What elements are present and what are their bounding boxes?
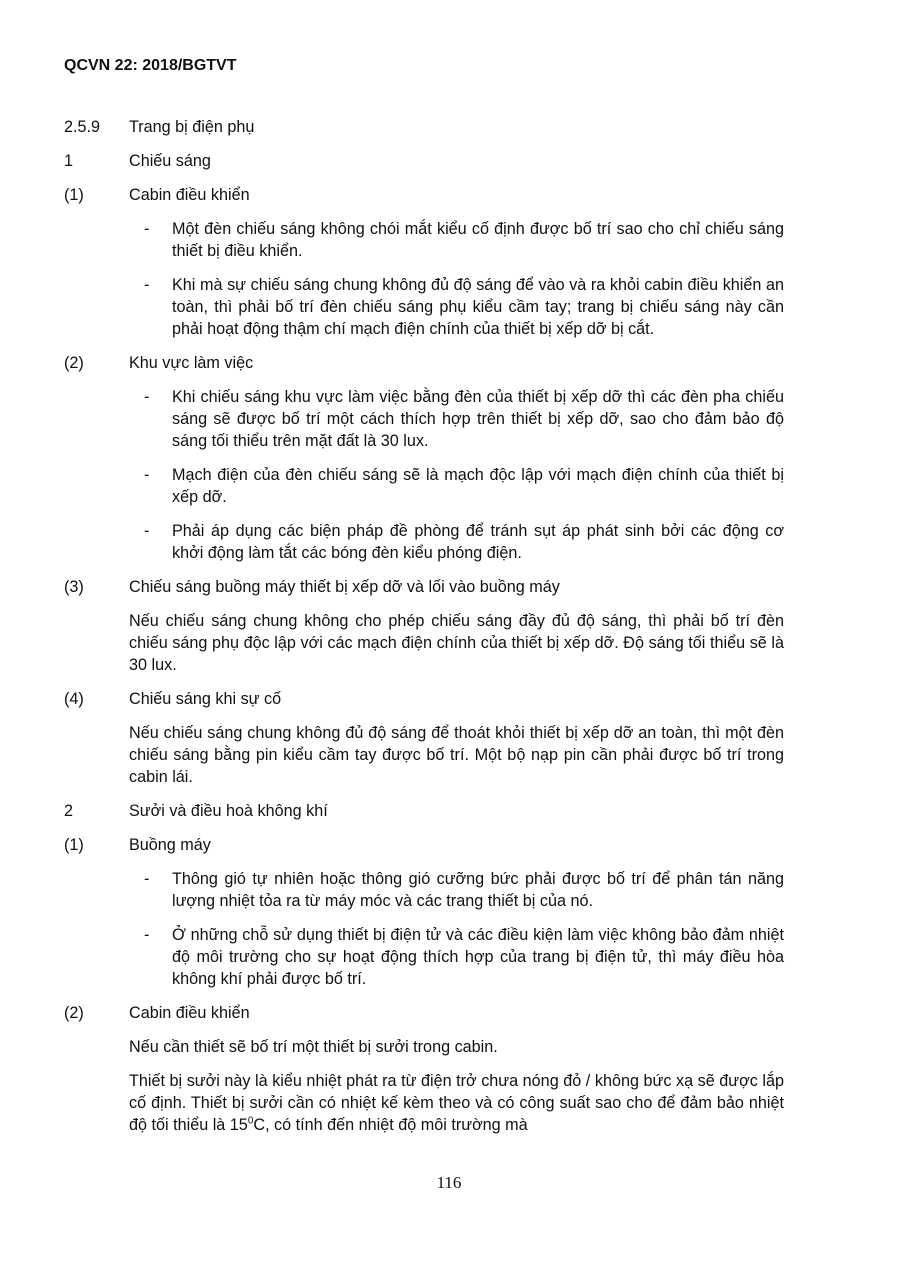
section-heading xyxy=(64,800,784,822)
section-heading xyxy=(64,184,784,206)
bullet-item xyxy=(64,218,784,262)
section-number: 1 xyxy=(64,152,74,170)
bullet-dash: - xyxy=(144,870,150,888)
section-number: 2 xyxy=(64,802,74,820)
bullet-text: Ở những chỗ sử dụng thiết bị điện tử và các điều kiện làm việc không bảo đảm nhiệt độ môi trường cho sự hoạt động thích hợp của trang bị điện tử, thì máy điều hòa không khí phải được bố trí. xyxy=(172,926,784,988)
paragraph: Nếu chiếu sáng chung không đủ độ sáng để thoát khỏi thiết bị xếp dỡ an toàn, thì một đèn chiếu sáng bằng pin kiểu cầm tay được bố trí. Một bộ nạp pin cần phải được bố trí trong cabin lái. xyxy=(129,724,784,786)
section-heading xyxy=(64,1002,784,1024)
section-title: Cabin điều khiển xyxy=(129,186,250,204)
paragraph-text: C, có tính đến nhiệt độ môi trường mà xyxy=(253,1116,528,1134)
bullet-text: Khi mà sự chiếu sáng chung không đủ độ sáng để vào và ra khỏi cabin điều khiển an toàn, thì phải bố trí đèn chiếu sáng phụ kiểu cầm tay; trang bị chiếu sáng này cần phải hoạt động thậm chí mạch điện chính của thiết bị xếp dỡ bị cắt. xyxy=(172,276,784,338)
paragraph: Nếu chiếu sáng chung không cho phép chiếu sáng đầy đủ độ sáng, thì phải bố trí đèn chiếu sáng phụ độc lập với các mạch điện chính của thiết bị xếp dỡ. Độ sáng tối thiểu sẽ là 30 lux. xyxy=(129,612,784,674)
bullet-item xyxy=(64,520,784,564)
bullet-dash: - xyxy=(144,388,150,406)
bullet-dash: - xyxy=(144,926,150,944)
section-title: Chiếu sáng xyxy=(129,152,211,170)
section-heading xyxy=(64,352,784,374)
bullet-text: Mạch điện của đèn chiếu sáng sẽ là mạch độc lập với mạch điện chính của thiết bị xếp dỡ. xyxy=(172,466,784,506)
section-title: Cabin điều khiển xyxy=(129,1004,250,1022)
section-heading xyxy=(64,150,784,172)
bullet-item xyxy=(64,868,784,912)
section-title: Buồng máy xyxy=(129,836,211,854)
paragraph-text: Thiết bị sưởi này là kiểu nhiệt phát ra từ điện trở chưa nóng đỏ / không bức xạ sẽ được lắp cố định. Thiết bị sưởi cần có nhiệt kế kèm theo và có công suất sao cho để đảm bảo nhiệt độ tối thiểu là 15 xyxy=(129,1072,784,1134)
bullet-text: Phải áp dụng các biện pháp đề phòng để tránh sụt áp phát sinh bởi các động cơ khởi động làm tắt các bóng đèn kiểu phóng điện. xyxy=(172,522,784,562)
paragraph: Nếu cần thiết sẽ bố trí một thiết bị sưởi trong cabin. xyxy=(129,1038,498,1056)
paragraph-heater xyxy=(64,1070,784,1136)
section-number: (3) xyxy=(64,578,84,596)
section-number: (2) xyxy=(64,354,84,372)
section-title: Chiếu sáng buồng máy thiết bị xếp dỡ và lối vào buồng máy xyxy=(129,578,560,596)
section-heading xyxy=(64,834,784,856)
section-title: Trang bị điện phụ xyxy=(129,118,255,136)
section-title: Sưởi và điều hoà không khí xyxy=(129,802,328,820)
section-number: (1) xyxy=(64,186,84,204)
document-code: QCVN 22: 2018/BGTVT xyxy=(64,57,237,74)
bullet-text: Khi chiếu sáng khu vực làm việc bằng đèn của thiết bị xếp dỡ thì các đèn pha chiếu sáng sẽ được bố trí một cách thích hợp trên thiết bị xếp dỡ, sao cho đảm bảo độ sáng tối thiểu trên mặt đất là 30 lux. xyxy=(172,388,784,450)
bullet-text: Thông gió tự nhiên hoặc thông gió cưỡng bức phải được bố trí để phân tán năng lượng nhiệt tỏa ra từ máy móc và các trang thiết bị của nó. xyxy=(172,870,784,910)
bullet-dash: - xyxy=(144,276,150,294)
section-heading xyxy=(64,116,784,138)
bullet-item xyxy=(64,924,784,990)
section-number: 2.5.9 xyxy=(64,118,101,136)
section-number: (2) xyxy=(64,1004,84,1022)
section-heading xyxy=(64,576,784,598)
bullet-item xyxy=(64,464,784,508)
bullet-text: Một đèn chiếu sáng không chói mắt kiểu cố định được bố trí sao cho chỉ chiếu sáng thiết bị điều khiển. xyxy=(172,220,784,260)
bullet-dash: - xyxy=(144,220,150,238)
section-number: (4) xyxy=(64,690,84,708)
bullet-dash: - xyxy=(144,522,150,540)
page-number: 116 xyxy=(436,1173,462,1192)
section-title: Khu vực làm việc xyxy=(129,354,254,372)
bullet-item xyxy=(64,386,784,452)
bullet-dash: - xyxy=(144,466,150,484)
section-number: (1) xyxy=(64,836,84,854)
section-title: Chiếu sáng khi sự cố xyxy=(129,690,282,708)
section-heading xyxy=(64,688,784,710)
degree-superscript: 0 xyxy=(247,1115,254,1127)
document-body xyxy=(64,116,784,1148)
bullet-item xyxy=(64,274,784,340)
